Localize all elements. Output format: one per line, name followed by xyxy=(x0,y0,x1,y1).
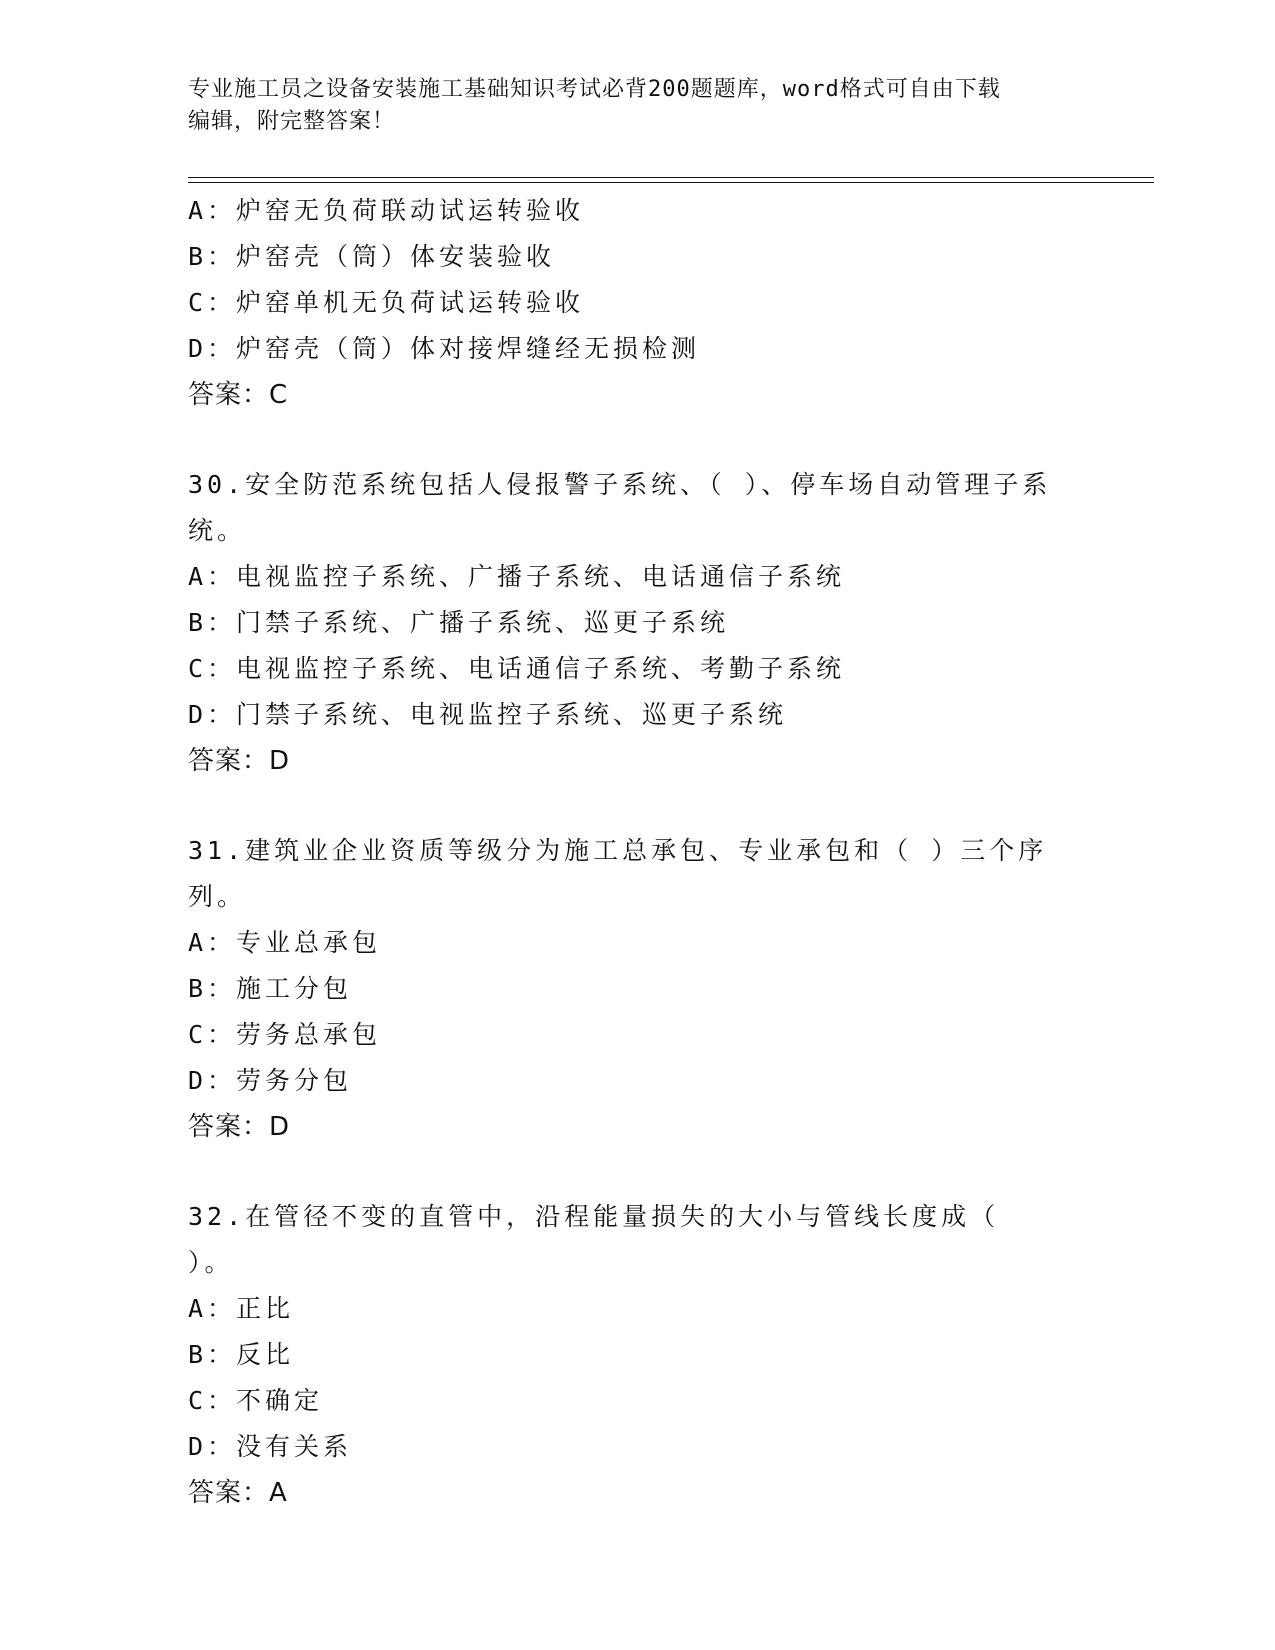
option-d: D：炉窑壳（筒）体对接焊缝经无损检测 xyxy=(188,334,701,363)
document-header xyxy=(188,74,1088,138)
question-list xyxy=(188,188,1068,1516)
question-block-32 xyxy=(188,1194,1068,1516)
option-a: A：电视监控子系统、广播子系统、电话通信子系统 xyxy=(188,562,846,591)
option-b: B：炉窑壳（筒）体安装验收 xyxy=(188,242,556,271)
question-stem: 32.在管径不变的直管中，沿程能量损失的大小与管线长度成（ ）。 xyxy=(188,1202,1000,1277)
answer-label: 答案：D xyxy=(188,1112,291,1142)
option-a: A：炉窑无负荷联动试运转验收 xyxy=(188,196,585,225)
option-d: D：劳务分包 xyxy=(188,1066,353,1095)
question-block-30 xyxy=(188,462,1068,784)
option-c: C：不确定 xyxy=(188,1386,324,1415)
header-title-line-2: 编辑，附完整答案！ xyxy=(188,109,396,134)
answer-label: 答案：D xyxy=(188,746,291,776)
option-c: C：劳务总承包 xyxy=(188,1020,382,1049)
question-stem: 30.安全防范系统包括人侵报警子系统、（ ）、停车场自动管理子系统。 xyxy=(188,470,1052,545)
question-block-31 xyxy=(188,828,1068,1150)
question-stem: 31.建筑业企业资质等级分为施工总承包、专业承包和（ ）三个序列。 xyxy=(188,836,1048,911)
header-title-line-1: 专业施工员之设备安装施工基础知识考试必背200题题库，word格式可自由下载 xyxy=(188,77,1001,102)
option-a: A：正比 xyxy=(188,1294,295,1323)
answer-label: 答案：C xyxy=(188,380,289,410)
option-b: B：门禁子系统、广播子系统、巡更子系统 xyxy=(188,608,730,637)
option-a: A：专业总承包 xyxy=(188,928,382,957)
option-c: C：炉窑单机无负荷试运转验收 xyxy=(188,288,585,317)
option-b: B：反比 xyxy=(188,1340,295,1369)
option-d: D：门禁子系统、电视监控子系统、巡更子系统 xyxy=(188,700,788,729)
option-d: D：没有关系 xyxy=(188,1432,353,1461)
answer-label: 答案：A xyxy=(188,1478,288,1508)
header-divider-bottom xyxy=(188,182,1154,183)
question-block-29 xyxy=(188,188,1068,418)
header-divider-top xyxy=(188,177,1154,178)
option-c: C：电视监控子系统、电话通信子系统、考勤子系统 xyxy=(188,654,846,683)
option-b: B：施工分包 xyxy=(188,974,353,1003)
